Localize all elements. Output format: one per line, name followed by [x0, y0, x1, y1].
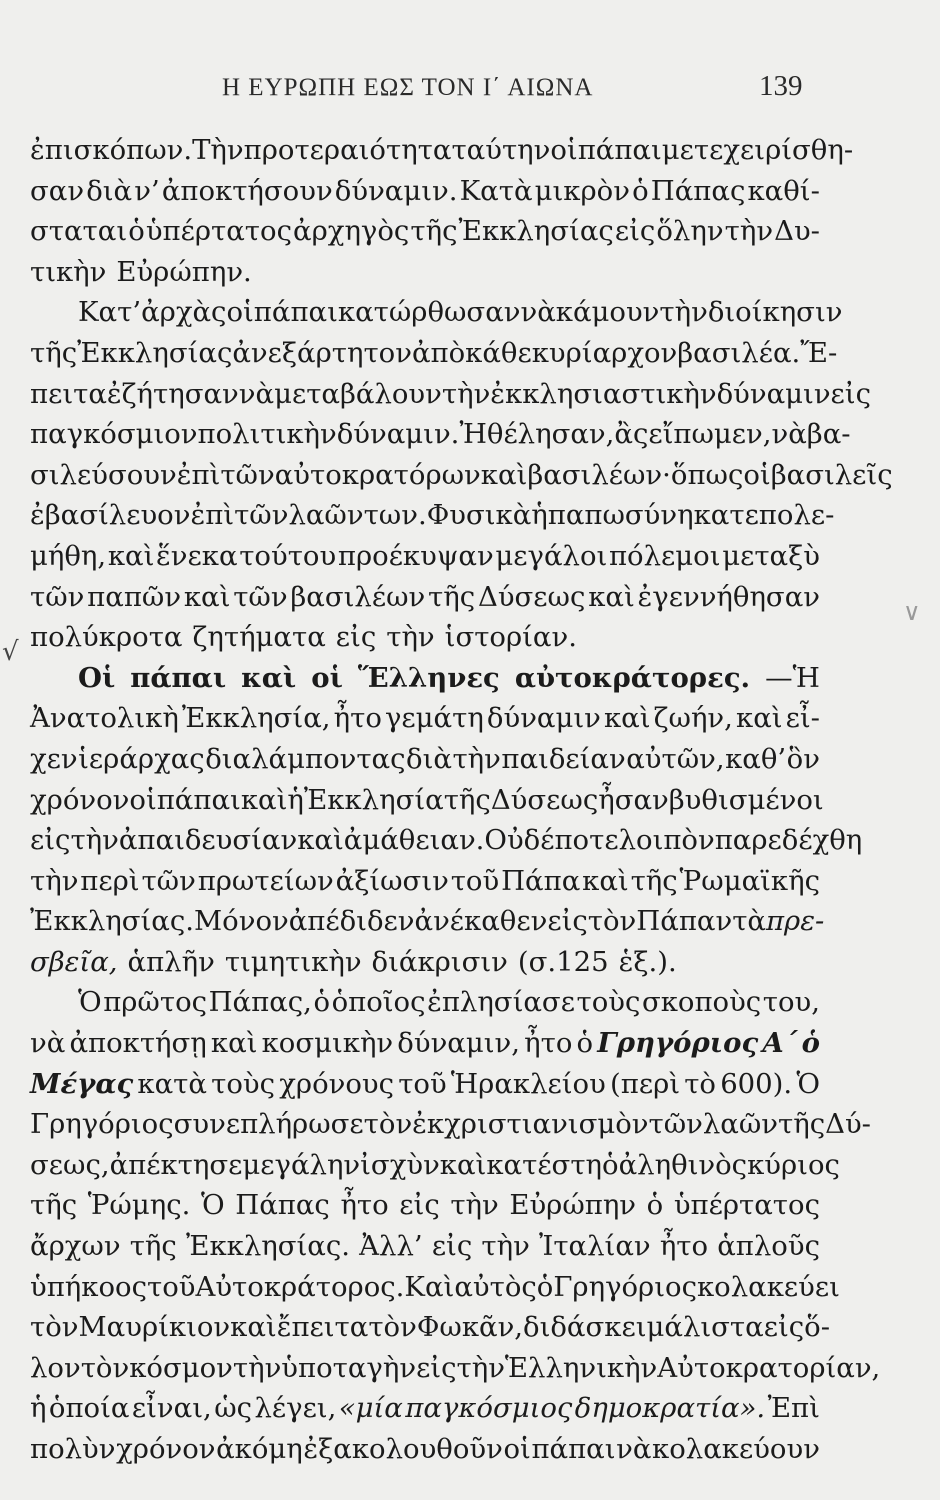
text-line: σαν διὰ ν’ ἀποκτήσουν δύναμιν. Κατὰ μικρὸν ὁ Πάπας καθί-	[30, 174, 820, 207]
page-header	[0, 68, 940, 108]
text-line: λον τὸν κόσμον τὴν ὑποταγὴν εἰς τὴν Ἑλληνικὴν Αὐτοκρατορίαν,	[30, 1351, 881, 1384]
text-line: τῶν παπῶν καὶ τῶν βασιλέων τῆς Δύσεως καὶ ἐγεννήθησαν	[30, 580, 820, 613]
text-line: τὸν Μαυρίκιον καὶ ἔπειτα τὸν Φωκᾶν, διδάσκει μάλιστα εἰς ὅ-	[30, 1311, 831, 1344]
text-line: τῆς Ῥώμης. Ὁ Πάπας ἦτο εἰς τὴν Εὐρώπην ὁ ὑπέρτατος	[30, 1189, 820, 1222]
text-line: πειτα ἐζήτησαν νὰ μεταβάλουν τὴν ἐκκλησιαστικὴν δύναμιν εἰς	[30, 377, 871, 410]
text-line: χεν ἱεράρχας διαλάμποντας διὰ τὴν παιδείαν αὐτῶν, καθ’ ὃν	[30, 742, 820, 775]
margin-check-mark: √	[2, 637, 19, 667]
text-line: ἄρχων τῆς Ἐκκλησίας. Ἀλλ’ εἰς τὴν Ἰταλίαν ἦτο ἁπλοῦς	[30, 1230, 820, 1263]
text-line: παγκόσμιον πολιτικὴν δύναμιν. Ἠθέλησαν, ἂς εἴπωμεν, νὰ βα-	[30, 418, 851, 451]
text-line: τικὴν Εὐρώπην.	[30, 255, 252, 288]
text-line: πολύκροτα ζητήματα εἰς τὴν ἱστορίαν.	[30, 621, 577, 654]
text-line: Ἐκκλησίας. Μόνον ἀπέδιδεν ἀνέκαθεν εἰς τὸν Πάπαν τὰ πρε-	[30, 905, 825, 938]
text-line: Κατ’ ἀρχὰς οἱ πάπαι κατώρθωσαν νὰ κάμουν τὴν διοίκησιν	[78, 296, 843, 329]
text-line: μήθη, καὶ ἕνεκα τούτου προέκυψαν μεγάλοι πόλεμοι μεταξὺ	[30, 539, 820, 572]
running-title: Η ΕΥΡΩΠΗ ΕΩΣ ΤΟΝ Ι΄ ΑΙΩΝΑ	[222, 74, 594, 101]
text-line: ὑπήκοος τοῦ Αὐτοκράτορος. Καὶ αὐτὸς ὁ Γρηγόριος κολακεύει	[30, 1270, 840, 1303]
text-line: σιλεύσουν ἐπὶ τῶν αὐτοκρατόρων καὶ βασιλέων· ὅπως οἱ βασιλεῖς	[30, 458, 893, 491]
text-line: ἐβασίλευον ἐπὶ τῶν λαῶν των. Φυσικὰ ἡ παπωσύνη κατεπολε-	[30, 499, 835, 532]
text-line: Οἱ πάπαι καὶ οἱ Ἕλληνες αὐτοκράτορες. —Ἡ	[78, 661, 820, 694]
text-line: σταται ὁ ὑπέρτατος ἀρχηγὸς τῆς Ἐκκλησίας εἰς ὅλην τὴν Δυ-	[30, 215, 820, 248]
text-line: σεως, ἀπέκτησε μεγάλην ἰσχὺν καὶ κατέστη ὁ ἀληθινὸς κύριος	[30, 1148, 840, 1181]
margin-pencil-mark: ∨	[903, 598, 921, 626]
text-line: Ὁ πρῶτος Πάπας, ὁ ὁποῖος ἐπλησίασε τοὺς σκοποὺς του,	[78, 986, 820, 1019]
text-line: τὴν περὶ τῶν πρωτείων ἀξίωσιν τοῦ Πάπα καὶ τῆς Ῥωμαϊκῆς	[30, 864, 820, 897]
text-line: τῆς Ἐκκλησίας ἀνεξάρτητον ἀπὸ κάθε κυρίαρχον βασιλέα. Ἔ-	[30, 336, 838, 369]
text-line: εἰς τὴν ἀπαιδευσίαν καὶ ἀμάθειαν. Οὐδέποτε λοιπὸν παρεδέχθη	[30, 824, 863, 857]
text-line: νὰ ἀποκτήσῃ καὶ κοσμικὴν δύναμιν, ἦτο ὁ Γρηγόριος Α΄ ὁ	[30, 1027, 820, 1060]
text-line: Μέγας κατὰ τοὺς χρόνους τοῦ Ἡρακλείου (περὶ τὸ 600). Ὁ	[30, 1067, 820, 1100]
text-line: χρόνον οἱ πάπαι καὶ ἡ Ἐκκλησία τῆς Δύσεως ἦσαν βυθισμένοι	[30, 783, 824, 816]
text-line: ἐπισκόπων. Τὴν προτεραιότητα ταύτην οἱ πάπαι μετεχειρίσθη-	[30, 134, 854, 166]
text-line: Γρηγόριος συνεπλήρωσε τὸν ἐκχριστιανισμὸν τῶν λαῶν τῆς Δύ-	[30, 1108, 871, 1141]
body-text	[30, 130, 893, 1470]
text-line: ἡ ὁποία εἶναι, ὡς λέγει, «μία παγκόσμιος δημοκρατία». Ἐπὶ	[30, 1392, 820, 1425]
text-line: Ἀνατολικὴ Ἐκκλησία, ἦτο γεμάτη δύναμιν καὶ ζωήν, καὶ εἶ-	[30, 702, 820, 735]
page-number: 139	[759, 70, 803, 102]
text-line: πολὺν χρόνον ἀκόμη ἐξακολουθοῦν οἱ πάπαι νὰ κολακεύουν	[30, 1433, 820, 1465]
text-line: σβεῖα, ἁπλῆν τιμητικὴν διάκρισιν (σ.125 ἑξ.).	[30, 945, 677, 978]
